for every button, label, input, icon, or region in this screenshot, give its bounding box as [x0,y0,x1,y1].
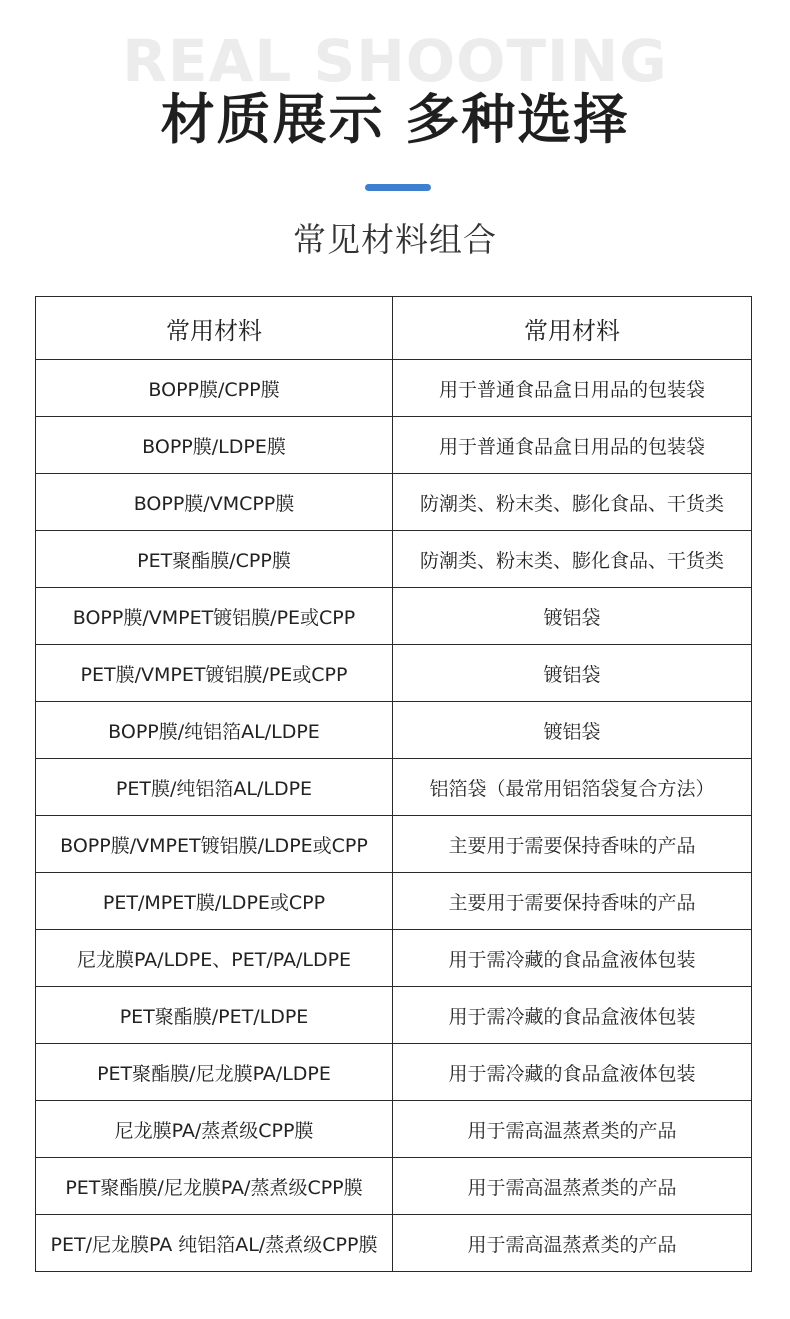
material-cell: 尼龙膜PA/LDPE、PET/PA/LDPE [36,930,393,987]
usage-cell: 镀铝袋 [393,588,752,645]
material-cell: PET/尼龙膜PA 纯铝箔AL/蒸煮级CPP膜 [36,1215,393,1272]
material-cell: 尼龙膜PA/蒸煮级CPP膜 [36,1101,393,1158]
table-row [36,987,752,1044]
material-cell: PET膜/VMPET镀铝膜/PE或CPP [36,645,393,702]
table-row [36,1101,752,1158]
table-row [36,588,752,645]
usage-cell: 防潮类、粉末类、膨化食品、干货类 [393,531,752,588]
table-row [36,930,752,987]
table-row [36,417,752,474]
table-row [36,873,752,930]
material-cell: BOPP膜/LDPE膜 [36,417,393,474]
materials-table [35,296,752,1272]
material-cell: BOPP膜/VMPET镀铝膜/LDPE或CPP [36,816,393,873]
material-cell: PET聚酯膜/PET/LDPE [36,987,393,1044]
column-header-material: 常用材料 [36,297,393,360]
material-cell: PET膜/纯铝箔AL/LDPE [36,759,393,816]
section-subtitle: 常见材料组合 [293,220,497,259]
material-cell: BOPP膜/VMCPP膜 [36,474,393,531]
table-row [36,531,752,588]
usage-cell: 用于需高温蒸煮类的产品 [393,1101,752,1158]
material-cell: BOPP膜/VMPET镀铝膜/PE或CPP [36,588,393,645]
table-row [36,816,752,873]
table-header-row [36,297,752,360]
usage-cell: 用于需冷藏的食品盒液体包装 [393,1044,752,1101]
usage-cell: 镀铝袋 [393,702,752,759]
table-row [36,702,752,759]
table-row [36,645,752,702]
usage-cell: 镀铝袋 [393,645,752,702]
usage-cell: 用于普通食品盒日用品的包装袋 [393,417,752,474]
table-row [36,1215,752,1272]
usage-cell: 防潮类、粉末类、膨化食品、干货类 [393,474,752,531]
material-cell: BOPP膜/纯铝箔AL/LDPE [36,702,393,759]
table-row [36,1044,752,1101]
usage-cell: 用于需高温蒸煮类的产品 [393,1158,752,1215]
table-row [36,759,752,816]
usage-cell: 用于需冷藏的食品盒液体包装 [393,930,752,987]
table-row [36,474,752,531]
column-header-usage: 常用材料 [393,297,752,360]
accent-bar [365,184,431,191]
usage-cell: 主要用于需要保持香味的产品 [393,873,752,930]
material-cell: BOPP膜/CPP膜 [36,360,393,417]
page-title: 材质展示 多种选择 [160,88,630,151]
material-cell: PET聚酯膜/尼龙膜PA/LDPE [36,1044,393,1101]
table-row [36,360,752,417]
usage-cell: 主要用于需要保持香味的产品 [393,816,752,873]
material-cell: PET聚酯膜/CPP膜 [36,531,393,588]
material-cell: PET聚酯膜/尼龙膜PA/蒸煮级CPP膜 [36,1158,393,1215]
usage-cell: 用于需冷藏的食品盒液体包装 [393,987,752,1044]
material-cell: PET/MPET膜/LDPE或CPP [36,873,393,930]
usage-cell: 用于需高温蒸煮类的产品 [393,1215,752,1272]
table-row [36,1158,752,1215]
usage-cell: 用于普通食品盒日用品的包装袋 [393,360,752,417]
watermark-text: REAL SHOOTING [122,27,668,95]
usage-cell: 铝箔袋（最常用铝箔袋复合方法） [393,759,752,816]
